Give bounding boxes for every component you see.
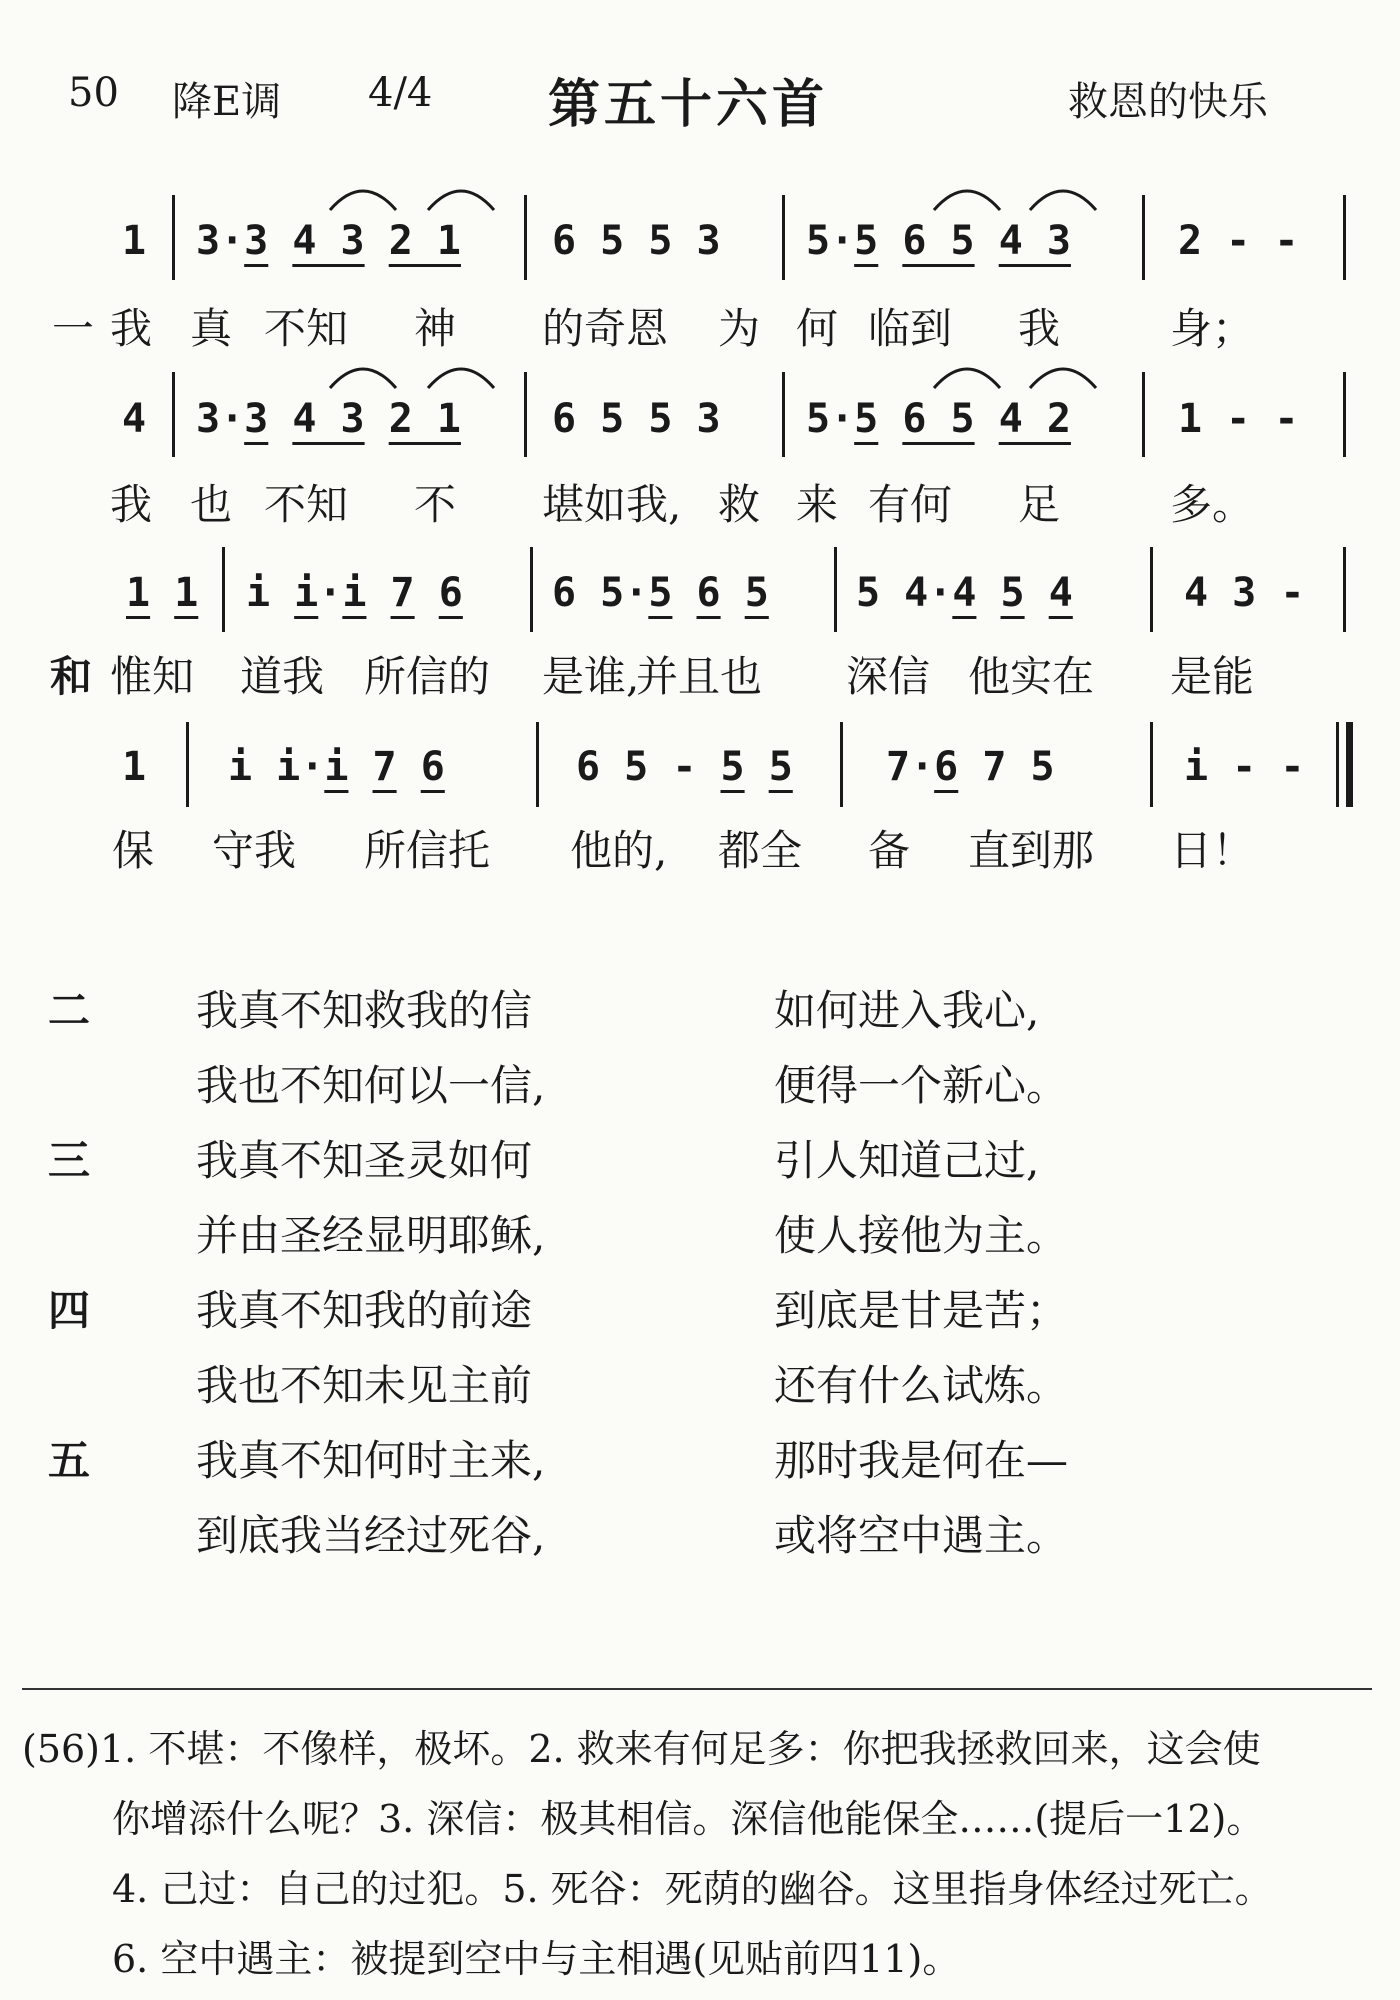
lyric: 我: [110, 480, 153, 529]
lyric: 他的,: [570, 826, 668, 875]
barline: [172, 372, 175, 457]
lyric: 多。: [1170, 480, 1255, 529]
measure-4-notes: 2 - -: [1178, 218, 1299, 264]
lyric: 守我: [212, 826, 297, 875]
barline: [1150, 722, 1153, 807]
verse-line: 我也不知未见主前: [196, 1361, 533, 1410]
footnote-line: (56)1. 不堪：不像样，极坏。2. 救来有何足多：你把我拯救回来，这会使: [22, 1727, 1261, 1771]
time-signature: 4/4: [368, 70, 433, 116]
barline: [1142, 372, 1145, 457]
verse-line: 我真不知救我的信: [196, 986, 533, 1035]
barline: [840, 722, 843, 807]
verse-number: 三: [48, 1136, 91, 1185]
verse-line: 便得一个新心。: [774, 1061, 1069, 1110]
verse-line: 到底我当经过死谷,: [196, 1511, 546, 1560]
lyric: 都全: [718, 826, 803, 875]
measure-3-notes: 5·5 6 5 4 2: [806, 396, 1071, 442]
chorus-marker: 和: [50, 652, 93, 701]
measure-4-notes: i - -: [1184, 744, 1305, 790]
pickup-note: 1: [122, 218, 147, 264]
barline: [536, 722, 539, 807]
lyric: 保: [112, 826, 155, 875]
barline: [1343, 372, 1346, 457]
lyric: 不知: [264, 480, 349, 529]
measure-2-notes: 6 5·5 6 5: [552, 570, 769, 616]
lyric: 何: [796, 304, 839, 353]
lyric: 惟知: [110, 652, 195, 701]
verse-line: 我真不知我的前途: [196, 1286, 533, 1335]
barline: [1343, 547, 1346, 632]
barline: [186, 722, 189, 807]
lyric: 也: [190, 480, 233, 529]
final-barline-thin: [1336, 722, 1339, 807]
barline: [782, 195, 785, 280]
pickup-note: 4: [122, 396, 147, 442]
measure-1-notes: i i·i 7 6: [228, 744, 445, 790]
lyric: 所信的: [364, 652, 491, 701]
lyric: 备: [868, 826, 911, 875]
measure-3-notes: 5·5 6 5 4 3: [806, 218, 1071, 264]
verse-number: 四: [48, 1286, 91, 1335]
verse-line: 到底是甘是苦；: [774, 1286, 1069, 1335]
barline: [1150, 547, 1153, 632]
measure-3-notes: 5 4·4 5 4: [856, 570, 1073, 616]
barline: [1142, 195, 1145, 280]
barline: [782, 372, 785, 457]
key-signature: 降E调: [172, 79, 282, 125]
lyric: 堪如我,: [542, 480, 682, 529]
final-barline-thick: [1346, 722, 1353, 807]
barline: [530, 547, 533, 632]
verse-line: 如何进入我心,: [774, 986, 1040, 1035]
lyric: 他实在: [968, 652, 1095, 701]
lyric: 不知: [264, 304, 349, 353]
verse-line: 使人接他为主。: [774, 1211, 1069, 1260]
measure-4-notes: 1 - -: [1178, 396, 1299, 442]
verse-line: 并由圣经显明耶稣,: [196, 1211, 546, 1260]
measure-1-notes: 3·3 4 3 2 1: [196, 218, 461, 264]
lyric: 不: [414, 480, 457, 529]
verse-line: 我也不知何以一信,: [196, 1061, 546, 1110]
lyric: 的奇恩: [542, 304, 669, 353]
pickup-note: 1: [122, 744, 147, 790]
verse-number: 二: [48, 986, 91, 1035]
page-number: 50: [68, 70, 119, 116]
verse-line: 我真不知何时主来,: [196, 1436, 546, 1485]
barline: [834, 547, 837, 632]
barline: [524, 372, 527, 457]
lyric: 日！: [1170, 826, 1255, 875]
lyric: 所信托: [364, 826, 491, 875]
lyric: 神: [414, 304, 457, 353]
measure-2-notes: 6 5 5 3: [552, 396, 721, 442]
lyric: 道我: [240, 652, 325, 701]
lyric: 深信: [846, 652, 931, 701]
measure-3-notes: 7·6 7 5: [886, 744, 1055, 790]
lyric: 为: [718, 304, 761, 353]
lyric: 有何: [868, 480, 953, 529]
lyric: 足: [1018, 480, 1061, 529]
barline: [1343, 195, 1346, 280]
lyric: 是能: [1170, 652, 1255, 701]
measure-1-notes: 3·3 4 3 2 1: [196, 396, 461, 442]
hymn-title: 第五十六首: [548, 75, 829, 135]
footnote-divider: [22, 1688, 1372, 1690]
verse-line: 我真不知圣灵如何: [196, 1136, 533, 1185]
verse-line: 还有什么试炼。: [774, 1361, 1069, 1410]
lyric: 救: [718, 480, 761, 529]
lyric: 直到那: [968, 826, 1095, 875]
lyric: 身；: [1170, 304, 1255, 353]
song-name: 救恩的快乐: [1068, 79, 1268, 125]
verse-number: 五: [48, 1436, 91, 1485]
verse-line: 那时我是何在—: [774, 1436, 1069, 1485]
barline: [222, 547, 225, 632]
lyric: 来: [796, 480, 839, 529]
pickup-notes: 1 1: [126, 570, 199, 616]
lyric: 我: [1018, 304, 1061, 353]
barline: [524, 195, 527, 280]
lyric: 真: [190, 304, 233, 353]
verse-line: 或将空中遇主。: [774, 1511, 1069, 1560]
measure-2-notes: 6 5 5 3: [552, 218, 721, 264]
barline: [172, 195, 175, 280]
footnote-line: 你增添什么呢？3. 深信：极其相信。深信他能保全……(提后一12)。: [112, 1797, 1265, 1841]
verse-number-one: 一: [52, 304, 95, 353]
footnote-line: 4. 己过：自己的过犯。5. 死谷：死荫的幽谷。这里指身体经过死亡。: [112, 1867, 1273, 1911]
measure-1-notes: i i·i 7 6: [246, 570, 463, 616]
lyric: 是谁,: [542, 652, 640, 701]
measure-4-notes: 4 3 -: [1184, 570, 1305, 616]
lyric: 临到: [868, 304, 953, 353]
lyric: 并且也: [636, 652, 763, 701]
lyric: 我: [110, 304, 153, 353]
verse-line: 引人知道己过,: [774, 1136, 1040, 1185]
footnote-line: 6. 空中遇主：被提到空中与主相遇(见贴前四11)。: [112, 1937, 961, 1981]
measure-2-notes: 6 5 - 5 5: [576, 744, 793, 790]
